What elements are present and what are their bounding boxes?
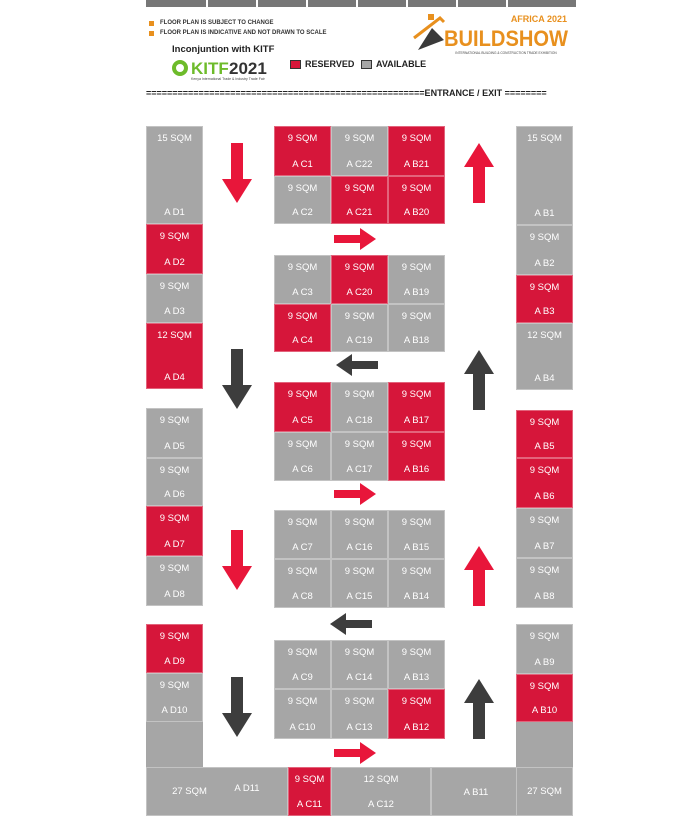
arrow-up-icon — [464, 679, 494, 739]
booth-code: A C15 — [346, 591, 373, 602]
arrow-down-icon — [222, 677, 252, 737]
booth[interactable] — [146, 274, 203, 323]
booth[interactable] — [516, 275, 573, 323]
booth[interactable] — [274, 640, 331, 689]
booth[interactable] — [516, 323, 573, 390]
booth-code: A B2 — [534, 258, 555, 269]
booth[interactable] — [146, 506, 203, 556]
booth-size: 9 SQM — [287, 566, 318, 577]
booth-size: 9 SQM — [401, 183, 432, 194]
booth-code: A D6 — [164, 489, 185, 500]
booth-size: 9 SQM — [529, 465, 560, 476]
booth-code: A C2 — [292, 207, 313, 218]
booth-size: 9 SQM — [401, 566, 432, 577]
booth[interactable] — [516, 458, 573, 508]
booth-code: A C9 — [292, 672, 313, 683]
booth-size: 9 SQM — [159, 631, 190, 642]
booth-size: 9 SQM — [159, 680, 190, 691]
booth-size: 15 SQM — [527, 133, 562, 144]
booth[interactable] — [331, 176, 388, 224]
kitf-subtitle: Kenya International Trade & Industry Trade Fair — [191, 77, 265, 81]
booth[interactable] — [388, 382, 445, 432]
booth-size: 9 SQM — [287, 262, 318, 273]
booth[interactable] — [274, 689, 331, 739]
booth-code: A B10 — [531, 705, 558, 716]
booth[interactable] — [388, 640, 445, 689]
booth-size: 9 SQM — [344, 647, 375, 658]
arrow-shape — [222, 143, 252, 203]
booth-size: 9 SQM — [344, 696, 375, 707]
booth-size: 9 SQM — [344, 389, 375, 400]
booth-size: 9 SQM — [529, 232, 560, 243]
booth-size: 9 SQM — [287, 183, 318, 194]
booth-code: A B4 — [534, 373, 555, 384]
booth[interactable] — [274, 382, 331, 432]
arrow-shape — [464, 546, 494, 606]
booth-code: A B12 — [403, 722, 430, 733]
booth[interactable] — [146, 767, 288, 816]
booth-size: 9 SQM — [159, 465, 190, 476]
booth[interactable] — [146, 408, 203, 458]
kitf-name: KITF — [191, 59, 229, 78]
booth[interactable] — [431, 767, 521, 816]
booth[interactable] — [331, 510, 388, 559]
arrow-shape — [222, 349, 252, 409]
booth[interactable] — [274, 510, 331, 559]
booth-code: A B5 — [534, 441, 555, 452]
booth[interactable] — [331, 382, 388, 432]
top-wall — [146, 0, 576, 7]
booth[interactable] — [388, 176, 445, 224]
booth[interactable] — [331, 689, 388, 739]
booth-code: A B18 — [403, 335, 430, 346]
booth-size: 12 SQM — [363, 774, 399, 785]
booth-code: A C6 — [292, 464, 313, 475]
booth[interactable] — [146, 323, 203, 389]
buildshow-logo — [410, 10, 570, 56]
booth[interactable] — [274, 304, 331, 352]
booth-size: 12 SQM — [527, 330, 562, 341]
booth-code: A C1 — [292, 159, 313, 170]
booth-size: 9 SQM — [529, 417, 560, 428]
booth[interactable] — [274, 126, 331, 176]
arrow-shape — [464, 679, 494, 739]
booth[interactable] — [516, 558, 573, 608]
booth[interactable] — [274, 255, 331, 304]
booth-size: 9 SQM — [529, 681, 560, 692]
booth-code: A C10 — [289, 722, 316, 733]
arrow-right-icon — [334, 483, 376, 505]
booth-size: 9 SQM — [401, 439, 432, 450]
arrow-up-icon — [464, 143, 494, 203]
booth[interactable] — [388, 304, 445, 352]
booth[interactable] — [331, 255, 388, 304]
booth[interactable] — [146, 224, 203, 274]
booth-size: 9 SQM — [287, 439, 318, 450]
booth-size: 9 SQM — [401, 389, 432, 400]
bullet-icon — [149, 31, 154, 36]
booth-code: A B7 — [534, 541, 555, 552]
arrow-shape — [222, 530, 252, 590]
booth-size: 9 SQM — [287, 517, 318, 528]
arrow-left-icon — [336, 354, 378, 376]
booth-code: A C12 — [368, 799, 394, 810]
booth[interactable] — [388, 126, 445, 176]
booth-code: A B14 — [403, 591, 430, 602]
arrow-right-icon — [334, 742, 376, 764]
booth-size: 9 SQM — [287, 311, 318, 322]
booth[interactable] — [388, 689, 445, 739]
booth-size: 9 SQM — [344, 311, 375, 322]
note-text: FLOOR PLAN IS INDICATIVE AND NOT DRAWN TO SCALE — [160, 30, 327, 36]
booth-size: 27 SQM — [527, 786, 562, 797]
booth-code: A B15 — [403, 542, 430, 553]
booth-code: A C22 — [346, 159, 373, 170]
booth[interactable] — [516, 410, 573, 458]
booth-code: A B9 — [534, 657, 555, 668]
booth-d11-vertical — [146, 722, 203, 767]
booth-code: A D2 — [164, 257, 185, 268]
booth[interactable] — [274, 559, 331, 608]
arrow-shape — [334, 742, 376, 764]
booth-code: A D10 — [161, 705, 188, 716]
booth[interactable] — [146, 673, 203, 722]
booth-code: A D3 — [164, 306, 185, 317]
booth-size: 9 SQM — [344, 262, 375, 273]
arrow-down-icon — [222, 530, 252, 590]
booth[interactable] — [274, 432, 331, 481]
crane-icon — [414, 14, 444, 50]
arrow-shape — [222, 677, 252, 737]
booth[interactable] — [331, 559, 388, 608]
booth[interactable] — [146, 126, 203, 224]
logo-tagline: INTERNATIONAL BUILDING & CONSTRUCTION TRADE EXHIBITION — [455, 51, 557, 55]
booth-size: 9 SQM — [344, 566, 375, 577]
booth-size: 9 SQM — [401, 262, 432, 273]
booth[interactable] — [146, 556, 203, 606]
booth-code: A C4 — [292, 335, 313, 346]
booth-size: 9 SQM — [401, 311, 432, 322]
booth-code: A B6 — [534, 491, 555, 502]
booth[interactable] — [331, 640, 388, 689]
arrow-up-icon — [464, 350, 494, 410]
gear-icon — [172, 60, 188, 76]
arrow-shape — [336, 354, 378, 376]
booth-code: A B13 — [403, 672, 430, 683]
booth[interactable] — [516, 767, 573, 816]
arrow-shape — [464, 350, 494, 410]
note-text: FLOOR PLAN IS SUBJECT TO CHANGE — [160, 20, 274, 26]
booth[interactable] — [516, 674, 573, 722]
booth[interactable] — [516, 225, 573, 275]
kitf-year: 2021 — [229, 59, 267, 78]
booth[interactable] — [146, 624, 203, 673]
booth-size: 9 SQM — [344, 133, 375, 144]
booth-size: 9 SQM — [287, 647, 318, 658]
booth-size: 9 SQM — [401, 517, 432, 528]
booth[interactable] — [516, 126, 573, 225]
booth-code: A C7 — [292, 542, 313, 553]
note-2 — [160, 30, 327, 36]
booth-code: A C17 — [346, 464, 373, 475]
booth-code: A D1 — [164, 207, 185, 218]
arrow-shape — [464, 143, 494, 203]
logo-word: BUILDSHOW — [444, 26, 569, 51]
booth-code: A B8 — [534, 591, 555, 602]
booth-code: A C14 — [346, 672, 373, 683]
legend-available-swatch — [361, 60, 372, 69]
booth-code: A B11 — [463, 787, 489, 798]
arrow-up-icon — [464, 546, 494, 606]
booth-size: 9 SQM — [159, 513, 190, 524]
booth[interactable] — [388, 255, 445, 304]
booth-size: 9 SQM — [159, 415, 190, 426]
booth-code: A C11 — [296, 799, 323, 810]
arrow-shape — [334, 483, 376, 505]
booth-size: 9 SQM — [529, 515, 560, 526]
booth-code: A C20 — [346, 287, 373, 298]
booth-size: 9 SQM — [529, 631, 560, 642]
booth[interactable] — [516, 624, 573, 674]
arrow-left-icon — [330, 613, 372, 635]
booth-code: A B19 — [403, 287, 430, 298]
note-1 — [160, 20, 274, 26]
booth-code: A C3 — [292, 287, 313, 298]
arrow-shape — [330, 613, 372, 635]
booth-size: 9 SQM — [401, 647, 432, 658]
booth[interactable] — [388, 432, 445, 481]
booth-code: A C19 — [346, 335, 373, 346]
booth-size: 9 SQM — [159, 563, 190, 574]
logo-edition: AFRICA 2021 — [510, 14, 567, 24]
booth-size: 9 SQM — [344, 183, 375, 194]
booth-code: A C13 — [346, 722, 373, 733]
booth-size: 9 SQM — [287, 133, 318, 144]
booth-code: A D7 — [164, 539, 185, 550]
booth-code: A B20 — [403, 207, 430, 218]
booth-size: 9 SQM — [287, 389, 318, 400]
booth-size: 9 SQM — [287, 696, 318, 707]
booth-code: A C16 — [346, 542, 373, 553]
booth-code: A D11 — [234, 783, 260, 794]
booth[interactable] — [331, 304, 388, 352]
booth[interactable] — [274, 176, 331, 224]
booth-size: 9 SQM — [401, 696, 432, 707]
booth-size: 12 SQM — [157, 330, 192, 341]
booth-code: A B3 — [534, 306, 555, 317]
booth[interactable] — [331, 432, 388, 481]
booth-code: A C21 — [346, 207, 373, 218]
arrow-down-icon — [222, 349, 252, 409]
booth-code: A D4 — [164, 372, 185, 383]
booth[interactable] — [516, 508, 573, 558]
booth-code: A B17 — [403, 415, 430, 426]
booth-code: A B16 — [403, 464, 430, 475]
booth-size: 9 SQM — [344, 517, 375, 528]
arrow-down-icon — [222, 143, 252, 203]
booth-code: A C5 — [292, 415, 313, 426]
booth[interactable] — [331, 126, 388, 176]
booth-code: A C18 — [346, 415, 373, 426]
booth-code: A D9 — [164, 656, 185, 667]
booth-b11-vertical — [516, 722, 573, 767]
booth[interactable] — [388, 510, 445, 559]
booth-size: 9 SQM — [401, 133, 432, 144]
booth-size: 9 SQM — [529, 565, 560, 576]
booth-size: 15 SQM — [157, 133, 192, 144]
booth-size: 9 SQM — [529, 282, 560, 293]
booth-code: A C8 — [292, 591, 313, 602]
booth-size: 9 SQM — [159, 231, 190, 242]
legend-reserved-swatch — [290, 60, 301, 69]
inconjunction-text: Inconjuntion with KITF — [172, 44, 275, 55]
booth[interactable] — [146, 458, 203, 506]
booth[interactable] — [331, 767, 431, 816]
entrance-exit-label: =====================================================ENTRANCE / EXIT ======== — [146, 88, 547, 98]
booth[interactable] — [288, 767, 331, 816]
booth-code: A D8 — [164, 589, 185, 600]
booth[interactable] — [388, 559, 445, 608]
legend-available-label: AVAILABLE — [376, 59, 427, 69]
booth-code: A B1 — [534, 208, 555, 219]
bullet-icon — [149, 21, 154, 26]
booth-code: A B21 — [403, 159, 430, 170]
arrow-shape — [334, 228, 376, 250]
booth-size: 9 SQM — [294, 774, 325, 785]
booth-size: 9 SQM — [159, 281, 190, 292]
arrow-right-icon — [334, 228, 376, 250]
booth-size: 27 SQM — [172, 786, 207, 797]
booth-size: 9 SQM — [344, 439, 375, 450]
legend-reserved-label: RESERVED — [305, 59, 355, 69]
booth-code: A D5 — [164, 441, 185, 452]
